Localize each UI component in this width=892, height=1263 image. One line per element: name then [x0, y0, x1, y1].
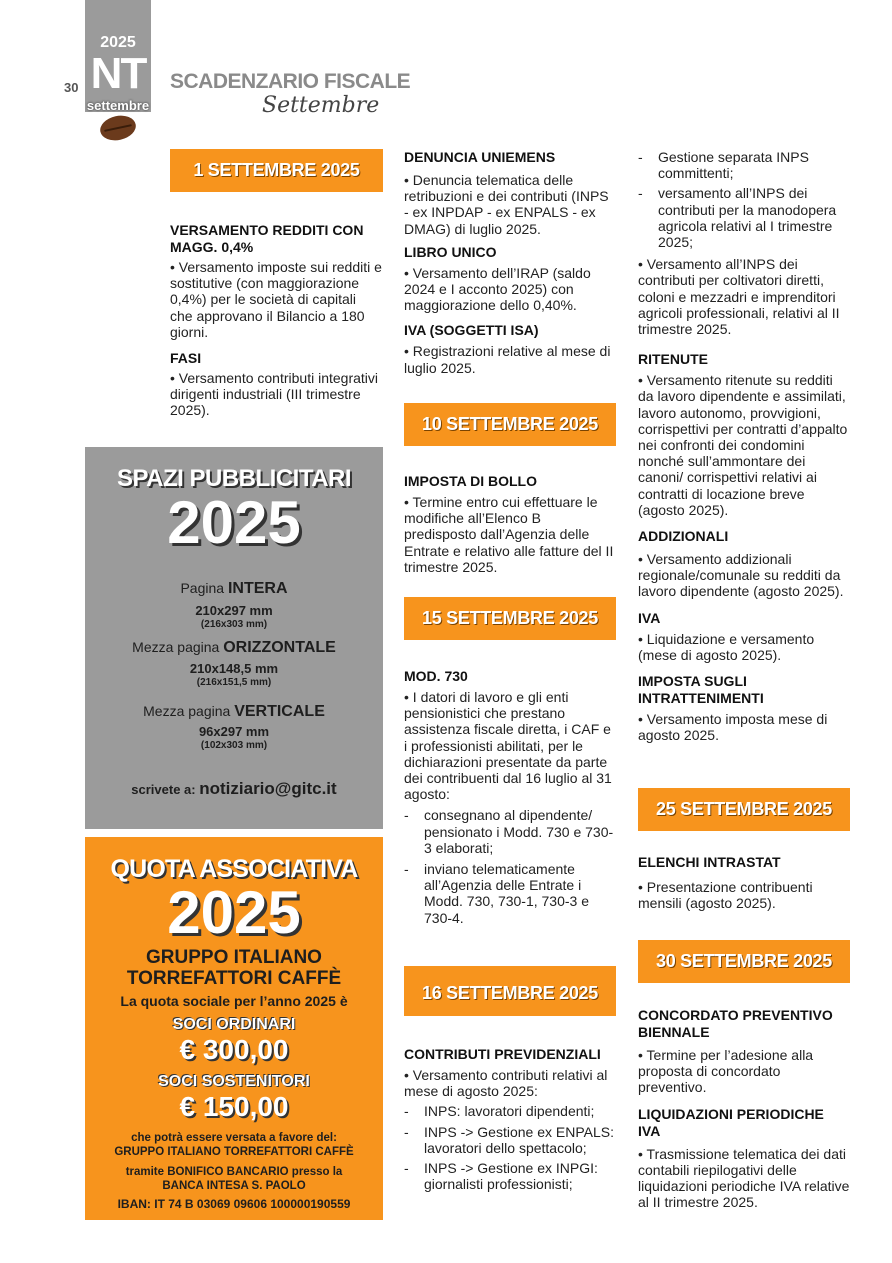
- section-elenchi-intrastat: [638, 854, 850, 911]
- list-item: - INPS -> Gestione ex INPGI: giornalisti professionisti;: [404, 1160, 619, 1192]
- section-text: • Denuncia telematica delle retribuzioni e dei contributi (INPS - ex INPDAP - ex ENPALS - ex DMAG) di luglio 2025.: [404, 172, 616, 237]
- section-text: • Trasmissione telematica dei dati contabili riepilogativi delle liquidazioni periodiche IVA relative al II trimestre 2025.: [638, 1146, 850, 1211]
- ad-hor-pre: Mezza pagina: [132, 639, 220, 655]
- section-text: • Versamento contributi relativi al mese di agosto 2025:: [404, 1067, 619, 1099]
- section-title: RITENUTE: [638, 351, 708, 368]
- section-title: ADDIZIONALI: [638, 528, 729, 545]
- quota-intro-post: è: [339, 993, 348, 1009]
- list-item: - versamento all’INPS dei contributi per la manodopera agricola relativi al I trimestre 2025;: [638, 185, 850, 250]
- ad-year: 2025: [167, 489, 301, 556]
- section-title: MOD. 730: [404, 668, 468, 684]
- section-text: • Versamento imposte sui redditi e sostitutive (con maggiorazione 0,4%) per le società di capitali che approvano il Bilancio a 180 giorni.: [170, 259, 382, 340]
- ad-full-sub: (216x303 mm): [200, 619, 268, 630]
- quota-pay-3: tramite BONIFICO BANCARIO presso la: [125, 1166, 343, 1178]
- section-text: • Termine per l’adesione alla proposta di concordato preventivo.: [638, 1047, 850, 1096]
- section-text: • Versamento ritenute su redditi da lavoro dipendente e assimilati, lavoro autonomo, provvigioni, corrispettivi per contratti d’appalto nei confronti dei condomini nonché sull’ammontare dei canoni/ corrispettivi relativi ai contratti di locazione breve (agosto 2025).: [638, 372, 850, 518]
- section-title: ELENCHI INTRASTAT: [638, 854, 781, 870]
- ad-horizontal: [85, 639, 383, 657]
- quota-org-2: TORREFATTORI CAFFÈ: [126, 968, 342, 989]
- ad-contact: [85, 779, 383, 799]
- section-text: • Liquidazione e versamento (mese di agosto 2025).: [638, 631, 850, 663]
- quota-pay-4: BANCA INTESA S. PAOLO: [162, 1180, 306, 1192]
- ad-vertical: [85, 703, 383, 721]
- banner-10-settembre: 10 SETTEMBRE 2025: [404, 403, 616, 446]
- section-text: • Versamento imposta mese di agosto 2025.: [638, 711, 850, 743]
- section-text: • Versamento contributi integrativi dirigenti industriali (III trimestre 2025).: [170, 370, 382, 419]
- banner-1-settembre: 1 SETTEMBRE 2025: [170, 149, 383, 192]
- section-text: • Presentazione contribuenti mensili (agosto 2025).: [638, 879, 850, 911]
- ad-full-page: [85, 580, 383, 598]
- list-item: - inviano telematicamente all’Agenzia delle Entrate i Modd. 730, 730-1, 730-3 e 730-4.: [404, 861, 616, 926]
- ad-ver-dim: 96x297 mm: [198, 724, 270, 739]
- quota-intro-year: 2025: [304, 993, 336, 1009]
- header-year: 2025: [100, 34, 136, 51]
- section-title: CONTRIBUTI PREVIDENZIALI: [404, 1046, 601, 1062]
- banner-15-settembre: 15 SETTEMBRE 2025: [404, 597, 616, 640]
- section-title: FASI: [170, 350, 202, 367]
- section-title: IVA: [638, 609, 661, 626]
- ad-title: SPAZI PUBBLICITARI: [116, 465, 352, 492]
- coffee-bean-icon: [98, 113, 138, 144]
- list-item: - consegnano al dipendente/ pensionato i Modd. 730 e 730-3 elaborati;: [404, 807, 616, 856]
- column-3-bottom: [638, 1007, 850, 1210]
- section-title: VERSAMENTO REDDITI CON MAGG. 0,4%: [170, 222, 364, 255]
- list-item: - INPS: lavoratori dipendenti;: [404, 1103, 619, 1119]
- banner-30-settembre: 30 SETTEMBRE 2025: [638, 940, 850, 983]
- section-title: IMPOSTA DI BOLLO: [404, 473, 537, 489]
- section-text: • Termine entro cui effettuare le modifiche all’Elenco B predisposto dall’Agenzia delle Entrate e relativo alle fatture del II trimestre 2025.: [404, 494, 616, 575]
- ad-email-link[interactable]: notiziario@gitc.it: [199, 779, 337, 798]
- section-text: • Versamento dell’IRAP (saldo 2024 e I acconto 2025) con maggiorazione dello 0,40%.: [404, 265, 616, 314]
- ad-ver-pre: Mezza pagina: [143, 703, 231, 719]
- page-subtitle: Settembre: [262, 93, 380, 118]
- quota-intro-pre: La quota sociale per l’anno: [120, 993, 301, 1009]
- quota-iban: IBAN: IT 74 B 03069 09606 100000190559: [117, 1197, 351, 1211]
- list-item: - Gestione separata INPS committenti;: [638, 149, 850, 181]
- quota-sostenitori-label: SOCI SOSTENITORI: [158, 1073, 310, 1090]
- quota-org-1: GRUPPO ITALIANO: [146, 947, 322, 968]
- section-title: LIBRO UNICO: [404, 243, 497, 260]
- ad-full-pre: Pagina: [180, 580, 225, 596]
- section-title: IMPOSTA SUGLI INTRATTENIMENTI: [638, 673, 764, 707]
- quota-intro: [85, 993, 383, 1009]
- section-text: • I datori di lavoro e gli enti pensionistici che prestano assistenza fiscale diretta, i CAF e i professionisti abilitati, per le dichiarazioni presentate da parte dei contribuenti dal 16 luglio al 31 agosto:: [404, 689, 616, 802]
- quota-pay-1: che potrà essere versata a favore del:: [131, 1132, 337, 1144]
- section-versamento-redditi: [170, 222, 382, 419]
- ad-ver-sub: (102x303 mm): [200, 740, 268, 751]
- section-title: DENUNCIA UNIEMENS: [404, 149, 556, 165]
- section-text: • Registrazioni relative al mese di luglio 2025.: [404, 343, 616, 375]
- banner-25-settembre: 25 SETTEMBRE 2025: [638, 788, 850, 831]
- page-number: 30: [64, 80, 79, 95]
- list-item: - INPS -> Gestione ex ENPALS: lavoratori dello spettacolo;: [404, 1124, 619, 1156]
- quota-sostenitori-amount: € 150,00: [179, 1091, 289, 1122]
- ad-full-dim: 210x297 mm: [195, 603, 273, 618]
- quota-pay-2: GRUPPO ITALIANO TORREFATTORI CAFFÈ: [114, 1146, 354, 1158]
- ad-contact-pre: scrivete a:: [131, 782, 196, 797]
- ad-hor-dim: 210x148,5 mm: [189, 661, 279, 676]
- section-title: LIQUIDAZIONI PERIODICHE IVA: [638, 1105, 824, 1139]
- column-3-top: [638, 149, 850, 743]
- section-contributi-previdenziali: [404, 1046, 619, 1192]
- column-2-top: [404, 149, 616, 376]
- header-month-tab: settembre: [86, 98, 150, 113]
- section-imposta-bollo: [404, 473, 616, 575]
- section-mod-730: [404, 668, 616, 926]
- quota-year: 2025: [167, 879, 301, 946]
- section-text: • Versamento all’INPS dei contributi per coltivatori diretti, coloni e mezzadri e imprenditori agricoli professionali, relativi al II trimestre 2025.: [638, 256, 850, 337]
- section-title: CONCORDATO PREVENTIVO BIENNALE: [638, 1007, 833, 1040]
- section-title: IVA (SOGGETTI ISA): [404, 322, 539, 339]
- header-brand: NT: [90, 49, 146, 98]
- banner-16-settembre: 16 SETTEMBRE 2025: [404, 966, 616, 1016]
- quota-title: QUOTA ASSOCIATIVA: [110, 855, 358, 883]
- section-text: • Versamento addizionali regionale/comunale su redditi da lavoro dipendente (agosto 2025).: [638, 551, 850, 600]
- ad-ver-kw: VERTICALE: [234, 703, 325, 720]
- ad-full-kw: INTERA: [227, 580, 288, 597]
- quota-ordinari-label: SOCI ORDINARI: [172, 1016, 296, 1033]
- quota-ordinari-amount: € 300,00: [179, 1034, 289, 1065]
- ad-hor-kw: ORIZZONTALE: [223, 639, 336, 656]
- page-title: SCADENZARIO FISCALE: [170, 70, 411, 93]
- ad-hor-sub: (216x151,5 mm): [196, 677, 272, 688]
